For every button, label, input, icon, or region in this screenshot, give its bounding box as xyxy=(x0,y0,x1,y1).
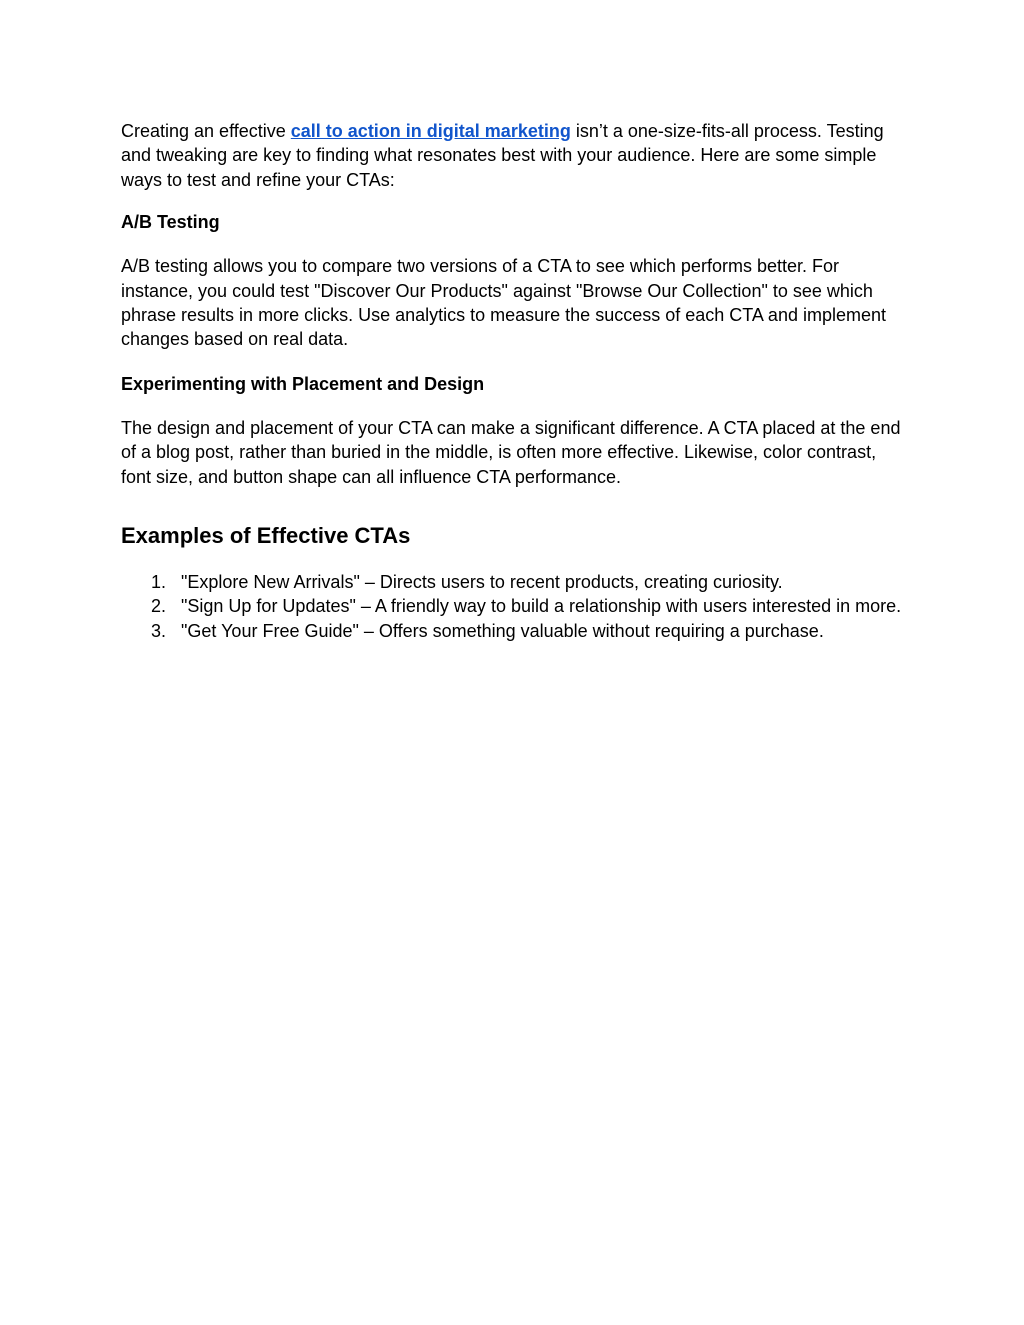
list-item xyxy=(121,570,911,594)
list-item-text: "Explore New Arrivals" – Directs users to recent products, creating curiosity. xyxy=(181,572,783,593)
list-item-text: "Get Your Free Guide" – Offers something valuable without requiring a purchase. xyxy=(181,620,824,641)
examples-heading: Examples of Effective CTAs xyxy=(121,523,411,549)
cta-digital-marketing-link[interactable]: call to action in digital marketing xyxy=(290,121,571,141)
intro-text-before-link: Creating an effective xyxy=(121,121,291,141)
list-item-number: 1. xyxy=(151,572,167,593)
examples-list xyxy=(121,570,911,643)
placement-design-heading: Experimenting with Placement and Design xyxy=(121,373,485,394)
intro-text-after-link: isn’t a one-size-fits-all process. Testing and tweaking are key to finding what resonates best with your audience. Here are some simple ways to test and refine your CTAs: xyxy=(121,121,884,190)
document-page xyxy=(121,119,911,643)
ab-testing-paragraph: A/B testing allows you to compare two versions of a CTA to see which performs better. For instance, you could test "Discover Our Products" against "Browse Our Collection" to see which phrase results in more clicks. Use analytics to measure the success of each CTA and implement changes based on real data. xyxy=(121,256,886,350)
ab-testing-heading: A/B Testing xyxy=(121,212,220,233)
list-item-number: 2. xyxy=(151,596,167,617)
placement-design-paragraph: The design and placement of your CTA can make a significant difference. A CTA placed at the end of a blog post, rather than buried in the middle, is often more effective. Likewise, color contrast, font size, and button shape can all influence CTA performance. xyxy=(121,417,901,487)
list-item xyxy=(121,619,911,643)
list-item-text: "Sign Up for Updates" – A friendly way to build a relationship with users interested in more. xyxy=(181,596,902,617)
intro-paragraph xyxy=(121,119,911,192)
list-item-number: 3. xyxy=(151,620,167,641)
list-item xyxy=(121,594,911,618)
